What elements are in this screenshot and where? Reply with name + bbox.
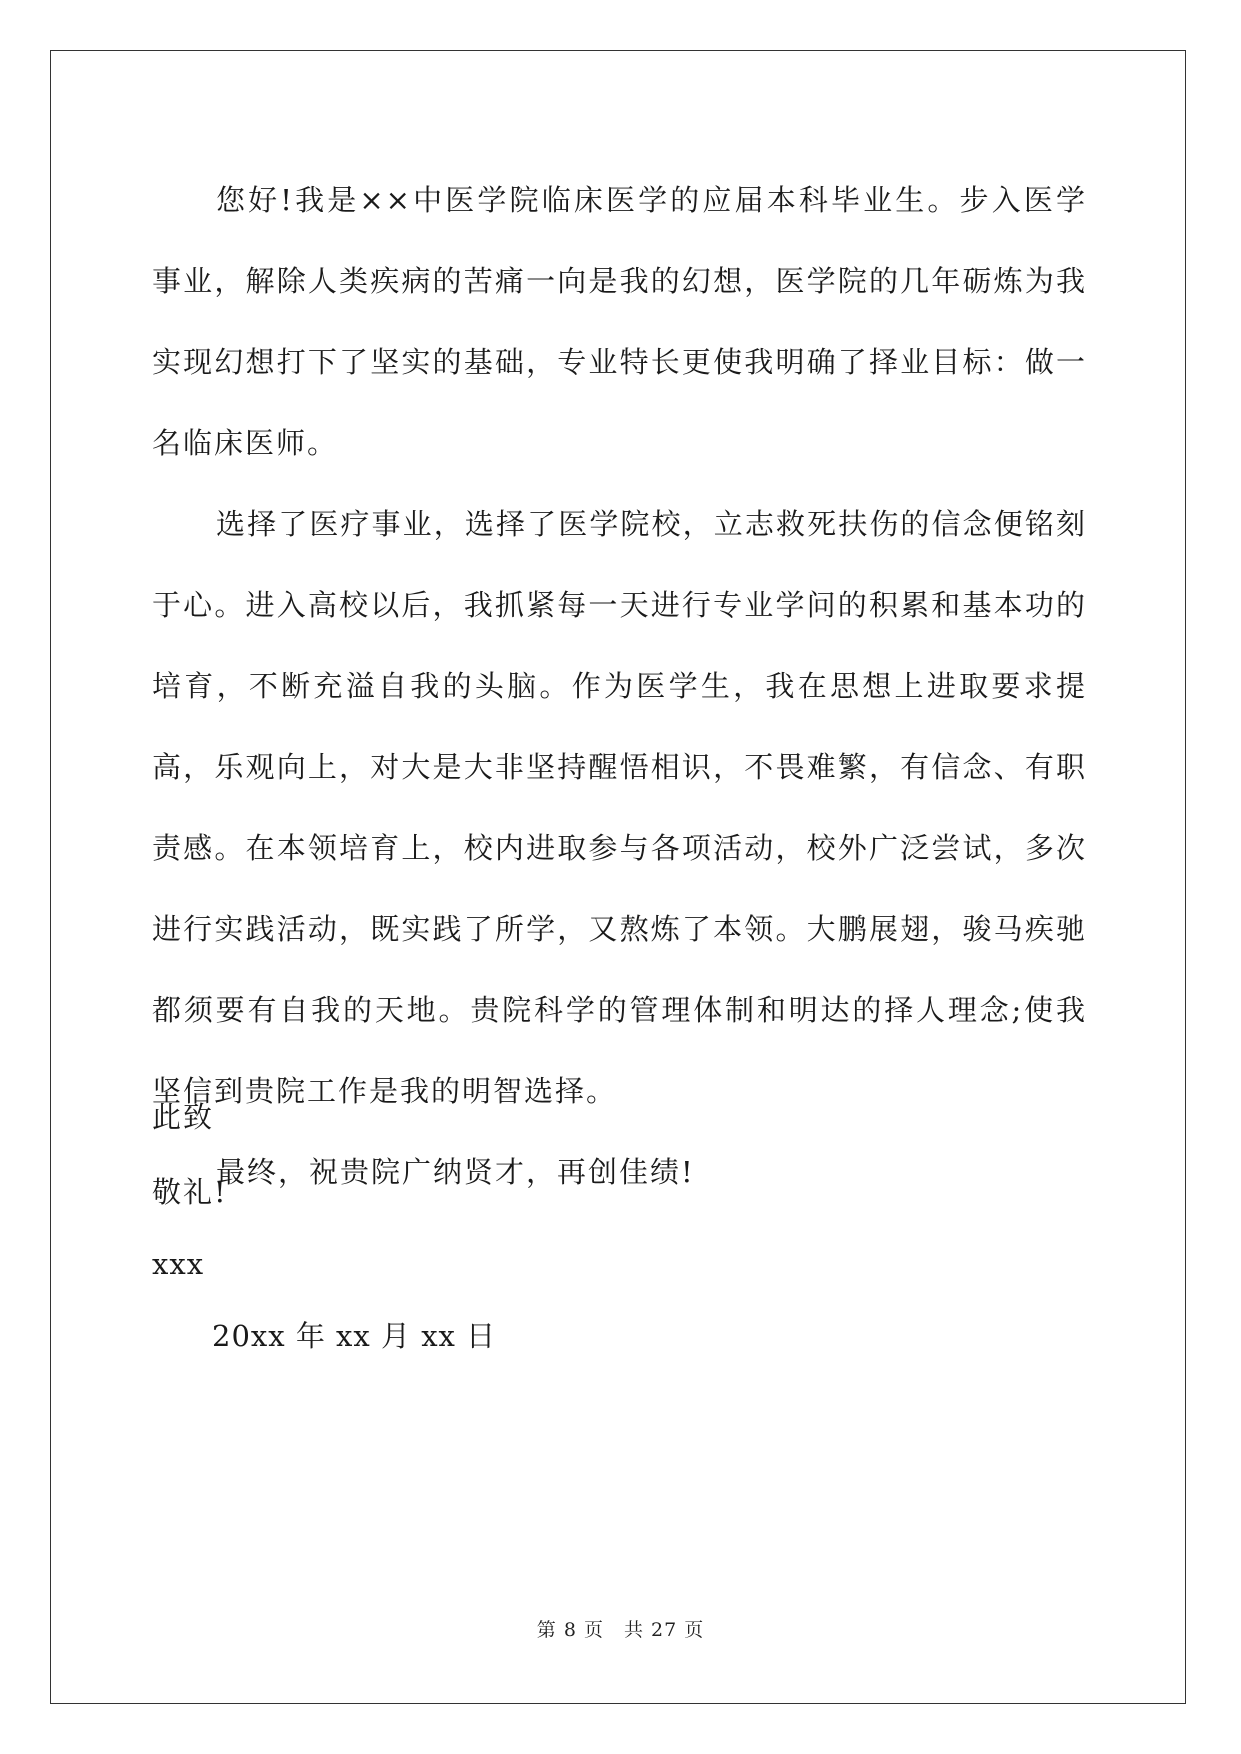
page-number: 第 8 页 共 27 页 bbox=[536, 1619, 705, 1641]
letter-date: 20xx 年 xx 月 xx 日 bbox=[212, 1319, 497, 1353]
paragraph-greeting: 您好!我是××中医学院临床医学的应届本科毕业生。步入医学事业，解除人类疾病的苦痛一向是我的幻想，医学院的几年砺炼为我实现幻想打下了坚实的基础，专业特长更使我明确了择业目标：做一名临床医师。 bbox=[152, 183, 1087, 460]
letter-body bbox=[152, 160, 1087, 1213]
paragraph-experience: 选择了医疗事业，选择了医学院校，立志救死扶伤的信念便铭刻于心。进入高校以后，我抓紧每一天进行专业学问的积累和基本功的培育，不断充溢自我的头脑。作为医学生，我在思想上进取要求提高，乐观向上，对大是大非坚持醒悟相识，不畏难繁，有信念、有职责感。在本领培育上，校内进取参与各项活动，校外广泛尝试，多次进行实践活动，既实践了所学，又熬炼了本领。大鹏展翅，骏马疾驰都须要有自我的天地。贵院科学的管理体制和明达的择人理念;使我坚信到贵院工作是我的明智选择。 bbox=[152, 507, 1087, 1108]
signature: xxx bbox=[152, 1247, 205, 1281]
paragraph-wishes: 最终，祝贵院广纳贤才，再创佳绩! bbox=[216, 1155, 695, 1189]
closing-respect: 敬礼! bbox=[152, 1175, 228, 1209]
page-footer bbox=[0, 1615, 1241, 1642]
closing-salutation: 此致 bbox=[152, 1100, 215, 1134]
